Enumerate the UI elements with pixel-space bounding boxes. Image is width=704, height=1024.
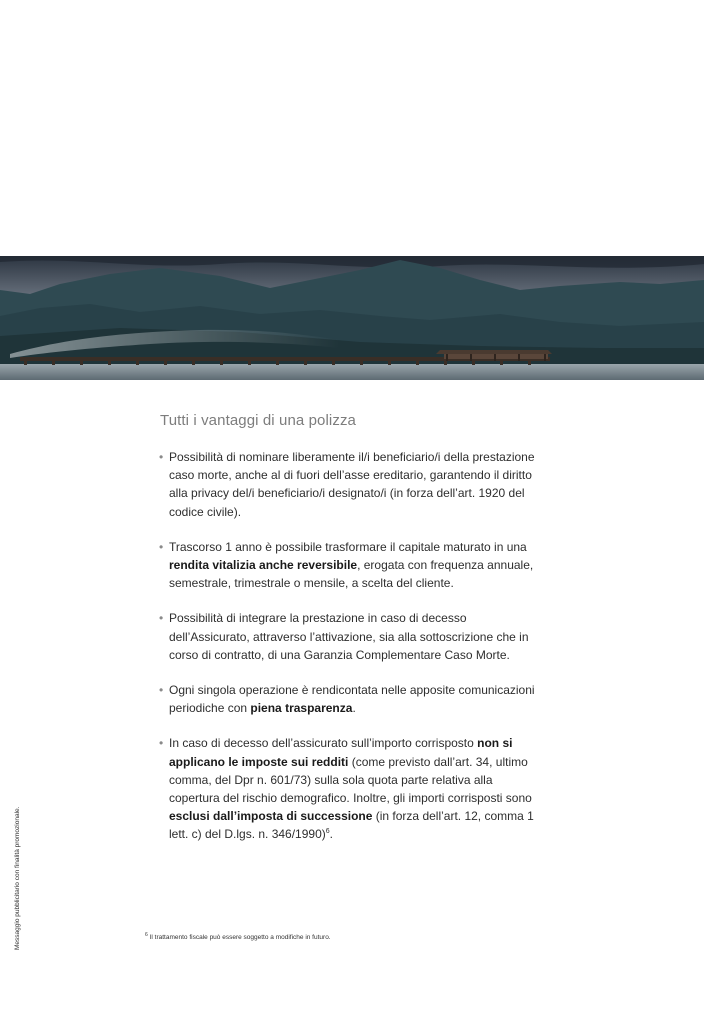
bullet-icon: •	[159, 539, 164, 554]
list-item	[159, 681, 539, 717]
bullet-icon: •	[159, 683, 164, 698]
bullet-text: .	[352, 701, 356, 716]
advantages-list	[159, 448, 539, 844]
section-title: Tutti i vantaggi di una polizza	[160, 412, 356, 429]
bullet-icon: •	[159, 450, 164, 464]
bullet-bold-text: non si applicano le imposte sui redditi	[169, 736, 513, 769]
list-item	[159, 609, 539, 664]
bullet-text: (in forza dell’art. 12, comma 1 lett. c) del D.lgs. n. 346/1990)	[169, 809, 534, 842]
bullet-text: , erogata con frequenza annuale, semestrale, trimestrale o mensile, a scelta del cliente.	[169, 558, 534, 591]
landscape-banner	[0, 256, 704, 380]
bullet-text: (come previsto dall’art. 34, ultimo comma, del Dpr n. 601/73) sulla sola quota parte relativa alla copertura del rischio demografico. Inoltre, gli importi corrisposti sono	[169, 754, 532, 806]
bullet-icon: •	[159, 736, 164, 751]
list-item	[159, 448, 539, 521]
bullet-bold-text: esclusi dall’imposta di successione	[169, 809, 373, 824]
bullet-text: Possibilità di integrare la prestazione in caso di decesso dell’Assicurato, attraverso l’attivazione, sia alla sottoscrizione che in corso di contratto, di una Garanzia Complementare Caso Morte.	[169, 611, 529, 662]
list-item	[159, 734, 539, 843]
list-item	[159, 538, 539, 593]
footnote-ref: 6	[325, 828, 330, 836]
bullet-text: In caso di decesso dell’assicurato sull’importo corrisposto	[169, 736, 478, 751]
bullet-text: Possibilità di nominare liberamente il/i beneficiario/i della prestazione caso morte, anche al di fuori dell’asse ereditario, garantendo il diritto alla privacy del/i beneficiario/i designato/i (in forza dell’art. 1920 del codice civile).	[169, 450, 535, 519]
footnote-text: Il trattamento fiscale può essere soggetto a modifiche in futuro.	[149, 934, 331, 942]
footnote-mark: 6	[145, 932, 148, 938]
bullet-text: Trascorso 1 anno è possibile trasformare il capitale maturato in una	[169, 539, 527, 554]
footnote	[145, 932, 331, 941]
bullet-text: Ogni singola operazione è rendicontata nelle apposite comunicazioni periodiche con	[169, 683, 535, 716]
bullet-icon: •	[159, 611, 164, 626]
side-note: Messaggio pubblicitario con finalità promozionale.	[14, 806, 21, 950]
bullet-text: .	[329, 827, 333, 842]
bullet-bold-text: rendita vitalizia anche reversibile	[169, 558, 358, 573]
landscape-pier-photo	[0, 256, 704, 380]
bullet-bold-text: piena trasparenza	[250, 701, 353, 716]
